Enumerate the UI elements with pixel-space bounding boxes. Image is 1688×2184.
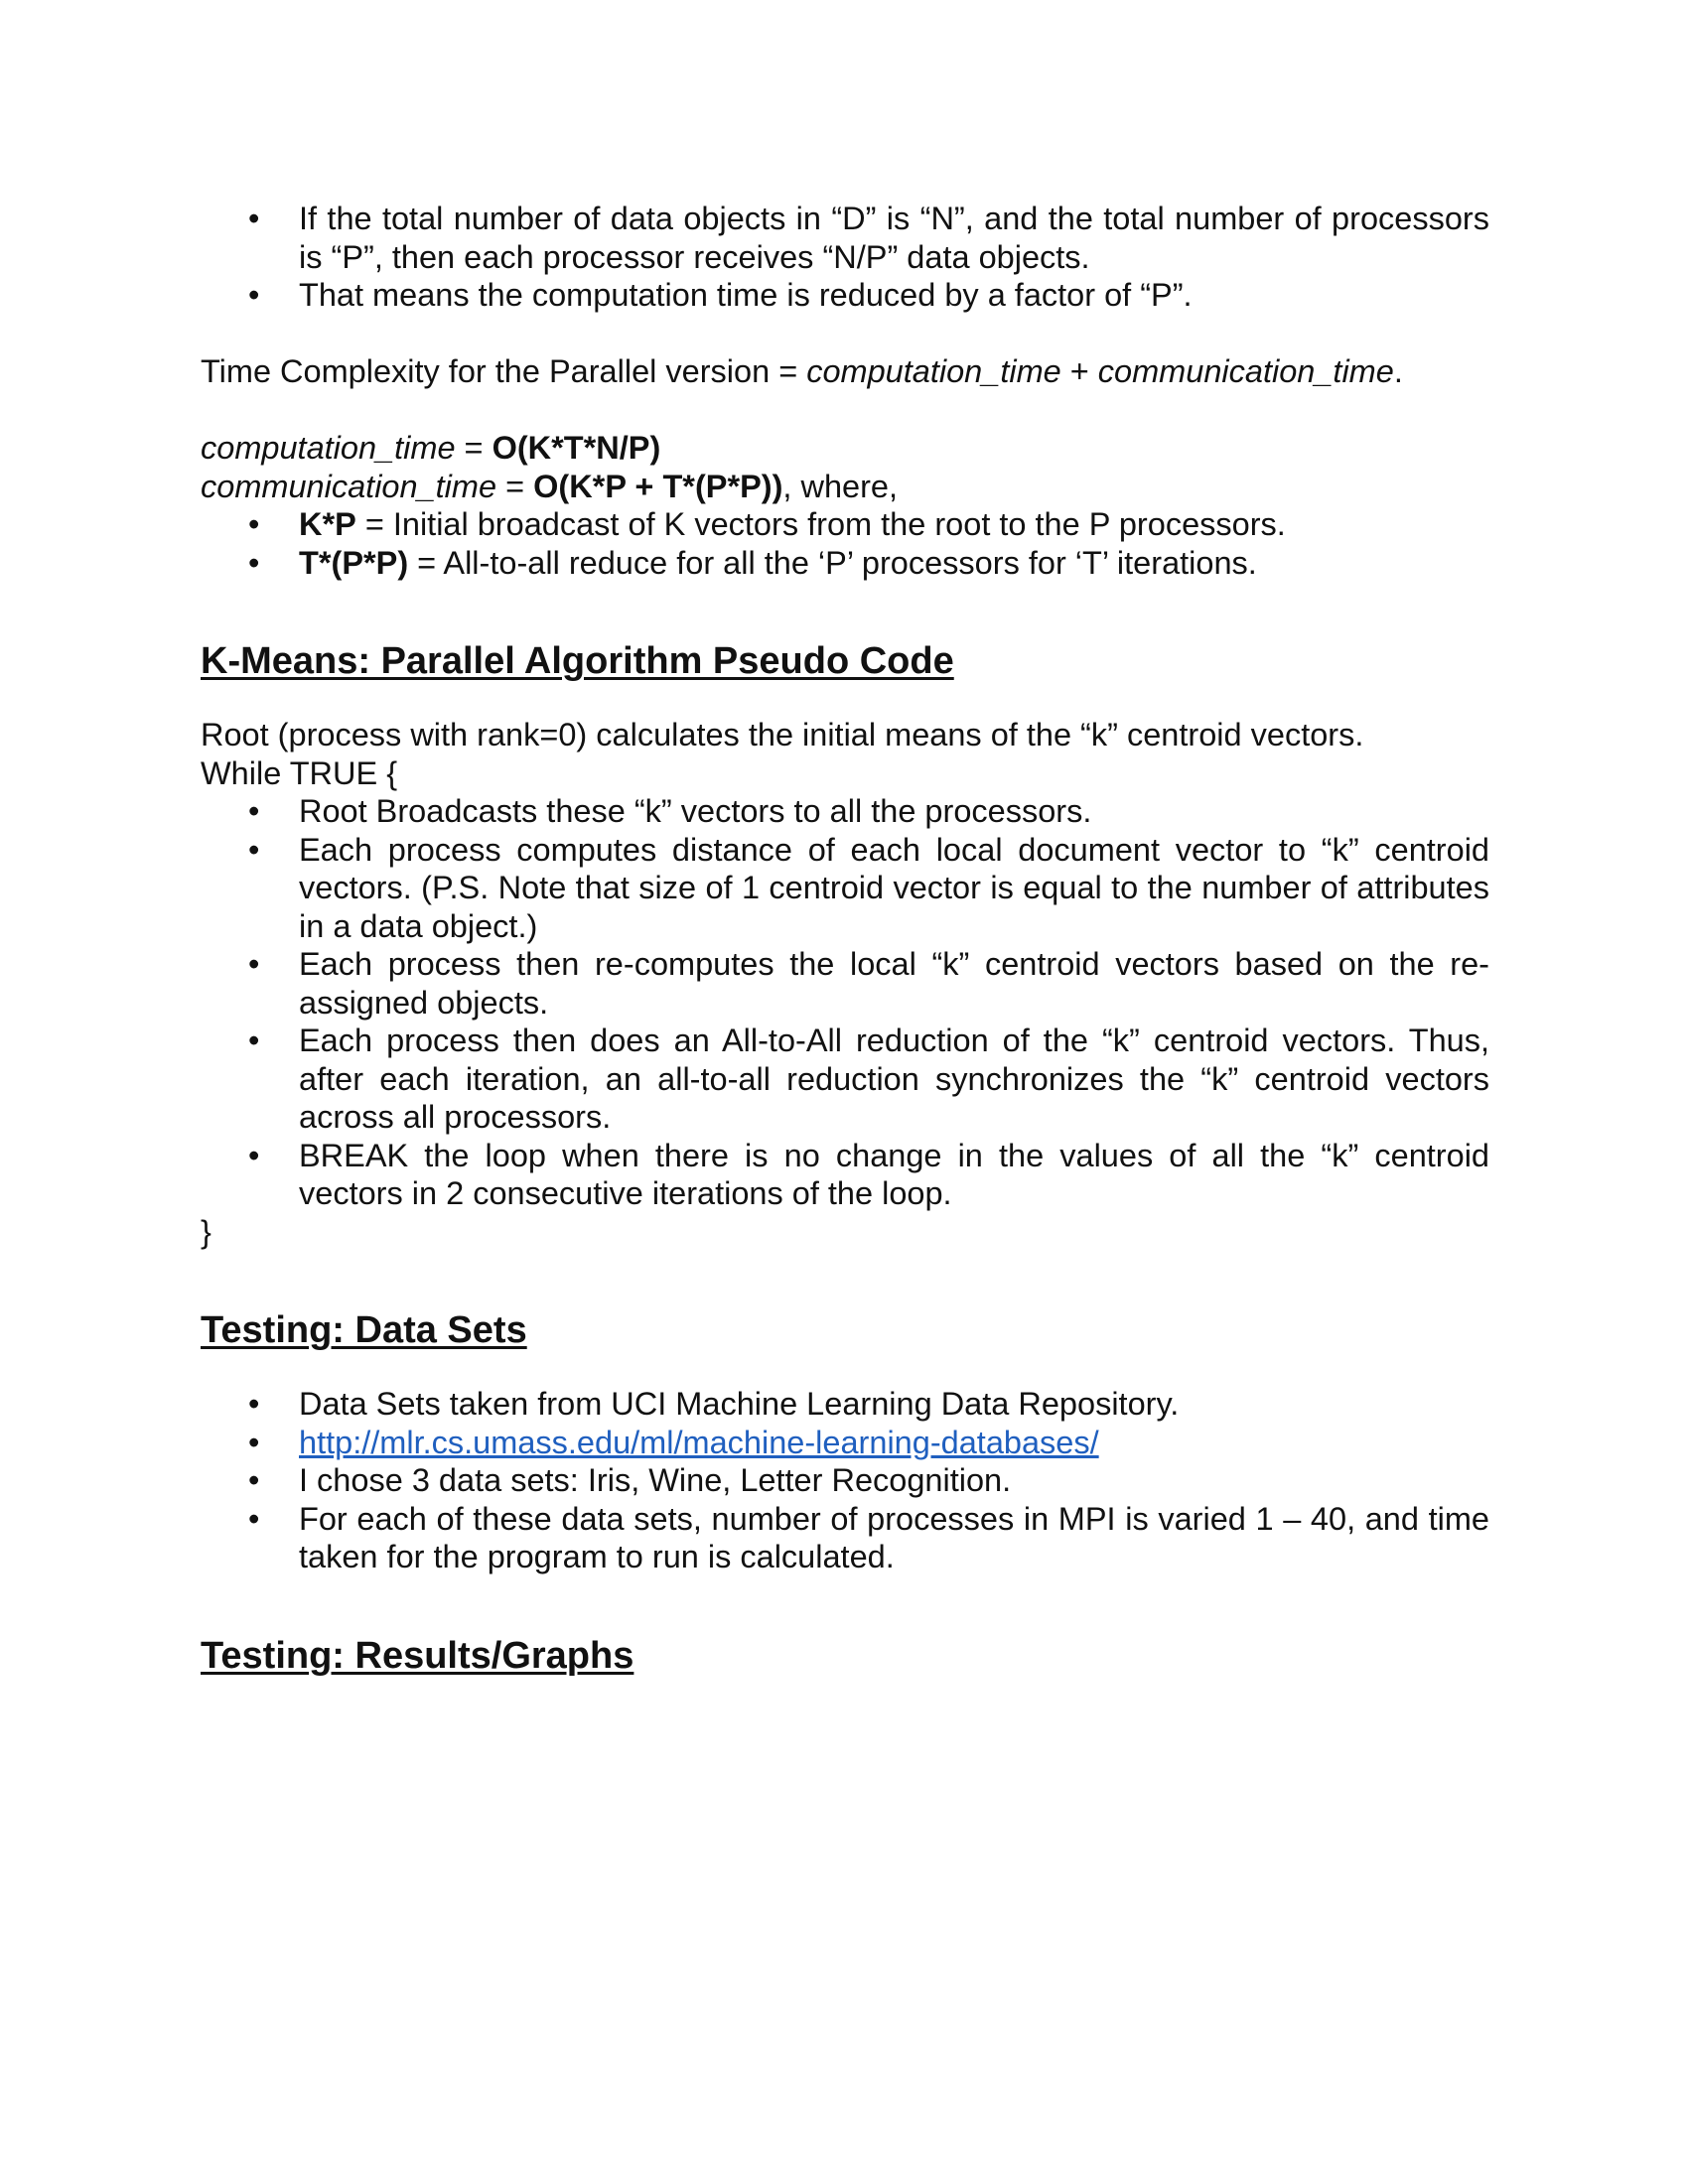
list-item: • Each process then does an All-to-All reduction of the “k” centroid vectors. Thus, after each iteration, an all-to-all reduction synchronizes the “k” centroid vectors across all processors. [201,1022,1489,1137]
time-complexity-prefix: Time Complexity for the Parallel version = [201,353,807,389]
list-item [201,505,1489,544]
communication-time-value: O(K*P + T*(P*P)) [533,468,783,504]
list-item: • That means the computation time is reduced by a factor of “P”. [201,276,1489,315]
list-item [201,1424,1489,1462]
page-content [201,200,1489,1678]
closing-brace: } [201,1213,211,1250]
list-item: • Data Sets taken from UCI Machine Learning Data Repository. [201,1385,1489,1424]
list-item: • I chose 3 data sets: Iris, Wine, Letter Recognition. [201,1461,1489,1500]
data-sets-bullet-list [201,1385,1489,1576]
results-heading: Testing: Results/Graphs [201,1634,634,1677]
computation-time-formula [201,429,1489,468]
data-sets-heading: Testing: Data Sets [201,1309,527,1351]
list-item: • Root Broadcasts these “k” vectors to all the processors. [201,792,1489,831]
time-complexity-line [201,352,1489,391]
intro-bullet-list [201,200,1489,315]
sentence-period: . [1393,353,1403,389]
list-item [201,544,1489,583]
where-definition: = Initial broadcast of K vectors from the root to the P processors. [355,506,1286,542]
while-line: While TRUE { [201,754,398,791]
list-item: • For each of these data sets, number of processes in MPI is varied 1 – 40, and time taken for the program to run is calculated. [201,1500,1489,1576]
list-item: • Each process then re-computes the local “k” centroid vectors based on the re-assigned objects. [201,945,1489,1022]
list-item: • BREAK the loop when there is no change in the values of all the “k” centroid vectors in 2 consecutive iterations of the loop. [201,1137,1489,1213]
plus-sign: + [1060,353,1098,389]
computation-time-value: O(K*T*N/P) [492,430,661,466]
equals-sign: = [496,468,534,504]
where-term: T*(P*P) [299,544,409,581]
root-line: Root (process with rank=0) calculates the initial means of the “k” centroid vectors. [201,717,1364,752]
where-bullet-list [201,505,1489,582]
list-item: • If the total number of data objects in “D” is “N”, and the total number of processors is “P”, then each processor receives “N/P” data objects. [201,200,1489,276]
pseudo-code-bullet-list [201,792,1489,1213]
pseudo-code-heading: K-Means: Parallel Algorithm Pseudo Code [201,640,954,682]
equals-sign: = [455,430,492,466]
communication-time-formula [201,468,1489,506]
computation-time-term: computation_time [806,353,1061,389]
list-item: • Each process computes distance of each local document vector to “k” centroid vectors. (P.S. Note that size of 1 centroid vector is equal to the number of attributes in a data object.) [201,831,1489,946]
communication-time-label: communication_time [201,468,497,504]
where-term: K*P [299,506,356,542]
where-definition: = All-to-all reduce for all the ‘P’ processors for ‘T’ iterations. [408,544,1257,581]
repository-link[interactable]: http://mlr.cs.umass.edu/ml/machine-learning-databases/ [299,1424,1099,1460]
where-suffix: , where, [782,468,899,504]
communication-time-term: communication_time [1097,353,1394,389]
computation-time-label: computation_time [201,430,456,466]
